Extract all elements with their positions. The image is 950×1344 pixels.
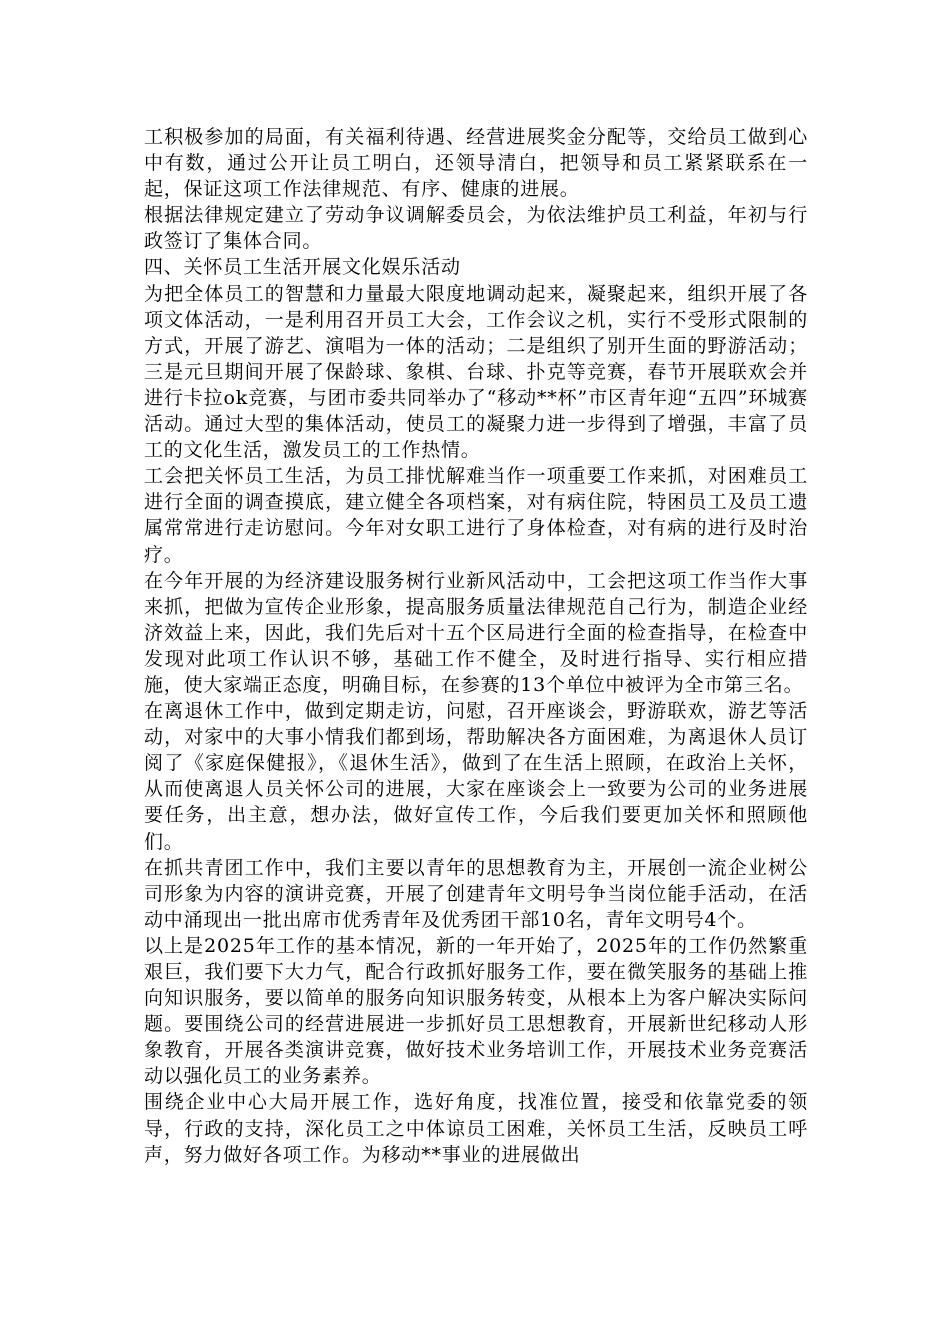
paragraph-welfare-disclosure: 工积极参加的局面，有关福利待遇、经营进展奖金分配等，交给员工做到心中有数，通过公开让员工明白，还领导清白，把领导和员工紧紧联系在一起，保证这项工作法律规范、有序、健康的进展。 [144,126,808,201]
paragraph-closing: 围绕企业中心大局开展工作，选好角度，找准位置，接受和依靠党委的领导，行政的支持，深化员工之中体谅员工困难，关怀员工生活，反映员工呼声，努力做好各项工作。为移动**事业的进展做出 [144,1091,808,1166]
paragraph-youth-league: 在抓共青团工作中，我们主要以青年的思想教育为主，开展创一流企业树公司形象为内容的演讲竞赛，开展了创建青年文明号争当岗位能手活动，在活动中涌现出一批出席市优秀青年及优秀团干部10名，青年文明号4个。 [144,856,808,931]
section-heading-4: 四、关怀员工生活开展文化娱乐活动 [144,256,461,279]
paragraph-labor-dispute-committee: 根据法律规定建立了劳动争议调解委员会，为依法维护员工利益，年初与行政签订了集体合同。 [144,204,808,253]
paragraph-retirees: 在离退休工作中，做到定期走访，问慰，召开座谈会，野游联欢，游艺等活动，对家中的大事小情我们都到场，帮助解决各方面困难，为离退休人员订阅了《家庭保健报》，《退休生活》，做到了在生活上照顾，在政治上关怀，从而使离退人员关怀公司的进展，大家在座谈会上一致要为公司的业务进展要任务，出主意，想办法，做好宣传工作，今后我们要更加关怀和照顾他们。 [144,700,808,853]
document-body [144,124,808,1168]
paragraph-industry-new-style: 在今年开展的为经济建设服务树行业新风活动中，工会把这项工作当作大事来抓，把做为宣传企业形象，提高服务质量法律规范自己行为，制造企业经济效益上来，因此，我们先后对十五个区局进行全面的检查指导，在检查中发现对此项工作认识不够，基础工作不健全，及时进行指导、实行相应措施，使大家端正态度，明确目标，在参赛的13个单位中被评为全市第三名。 [144,569,808,696]
paragraph-summary-2025: 以上是2025年工作的基本情况，新的一年开始了，2025年的工作仍然繁重艰巨，我们要下大力气，配合行政抓好服务工作，要在微笑服务的基础上推向知识服务，要以简单的服务向知识服务转变，从根本上为客户解决实际问题。要围绕公司的经营进展进一步抓好员工思想教育，开展新世纪移动人形象教育，开展各类演讲竞赛，做好技术业务培训工作，开展技术业务竞赛活动以强化员工的业务素养。 [144,934,808,1088]
paragraph-cultural-activities: 为把全体员工的智慧和力量最大限度地调动起来，凝聚起来，组织开展了各项文体活动，一是利用召开员工大会，工作会议之机，实行不受形式限制的方式，开展了游艺、演唱为一体的活动；二是组织了别开生面的野游活动；三是元旦期间开展了保龄球、象棋、台球、扑克等竞赛，春节开展联欢会并进行卡拉ok竞赛，与团市委共同举办了“移动**杯”市区青年迎“五四”环城赛活动。通过大型的集体活动，使员工的凝聚力进一步得到了增强，丰富了员工的文化生活，激发员工的工作热情。 [144,282,808,462]
paragraph-employee-care: 工会把关怀员工生活，为员工排忧解难当作一项重要工作来抓，对困难员工进行全面的调查摸底，建立健全各项档案，对有病住院，特困员工及员工遗属常常进行走访慰问。今年对女职工进行了身体检查，对有病的进行及时治疗。 [144,465,808,566]
